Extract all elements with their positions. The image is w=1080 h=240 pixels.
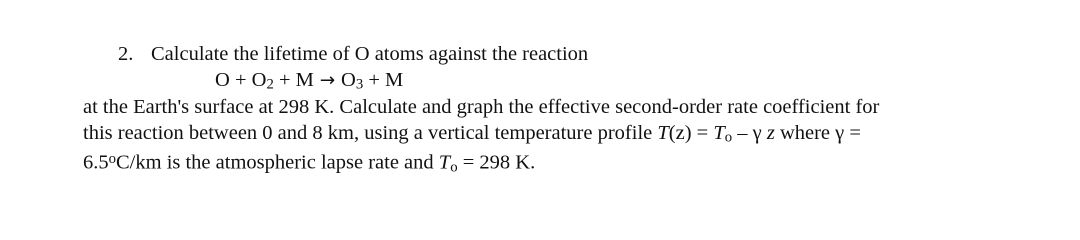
o3-subscript: 3: [355, 76, 364, 93]
equals-sign: =: [691, 122, 714, 144]
problem-intro-text: Calculate the lifetime of O atoms against the reaction: [151, 43, 589, 65]
plus-sign: +: [273, 69, 296, 91]
o2-subscript: 2: [266, 76, 274, 93]
problem-number: 2.: [118, 43, 134, 65]
surface-temperature-value: = 298 K.: [457, 151, 536, 174]
temperature-symbol: T: [657, 122, 669, 144]
minus-gamma: – γ: [732, 122, 767, 144]
reactant-m: M: [295, 69, 314, 91]
reactant-o2: O: [251, 69, 267, 91]
reaction-arrow-icon: →: [313, 70, 342, 91]
problem-text-line-5: [83, 146, 535, 180]
altitude-symbol: z: [766, 122, 775, 144]
plus-sign: +: [363, 69, 386, 91]
surface-temperature-subscript: o: [450, 159, 458, 176]
surface-temperature-subscript: o: [724, 129, 733, 146]
where-gamma: where γ =: [774, 122, 861, 144]
line4-text: this reaction between 0 and 8 km, using a vertical temperature profile: [83, 122, 658, 144]
product-m: M: [385, 69, 404, 91]
line5-text: C/km is the atmospheric lapse rate and: [116, 151, 439, 174]
surface-temperature-symbol: T: [713, 122, 725, 144]
temperature-argument: (z): [668, 122, 692, 144]
degree-symbol: o: [108, 151, 116, 167]
product-o3: O: [341, 69, 356, 91]
plus-sign: +: [229, 69, 252, 91]
problem-intro-line: [118, 41, 588, 67]
lapse-rate-value: 6.5: [83, 151, 109, 174]
reactant-o: O: [215, 69, 230, 91]
surface-temperature-symbol: T: [438, 151, 451, 174]
problem-text-line-3: at the Earth's surface at 298 K. Calculate and graph the effective second-order rate coefficient for: [83, 96, 880, 118]
